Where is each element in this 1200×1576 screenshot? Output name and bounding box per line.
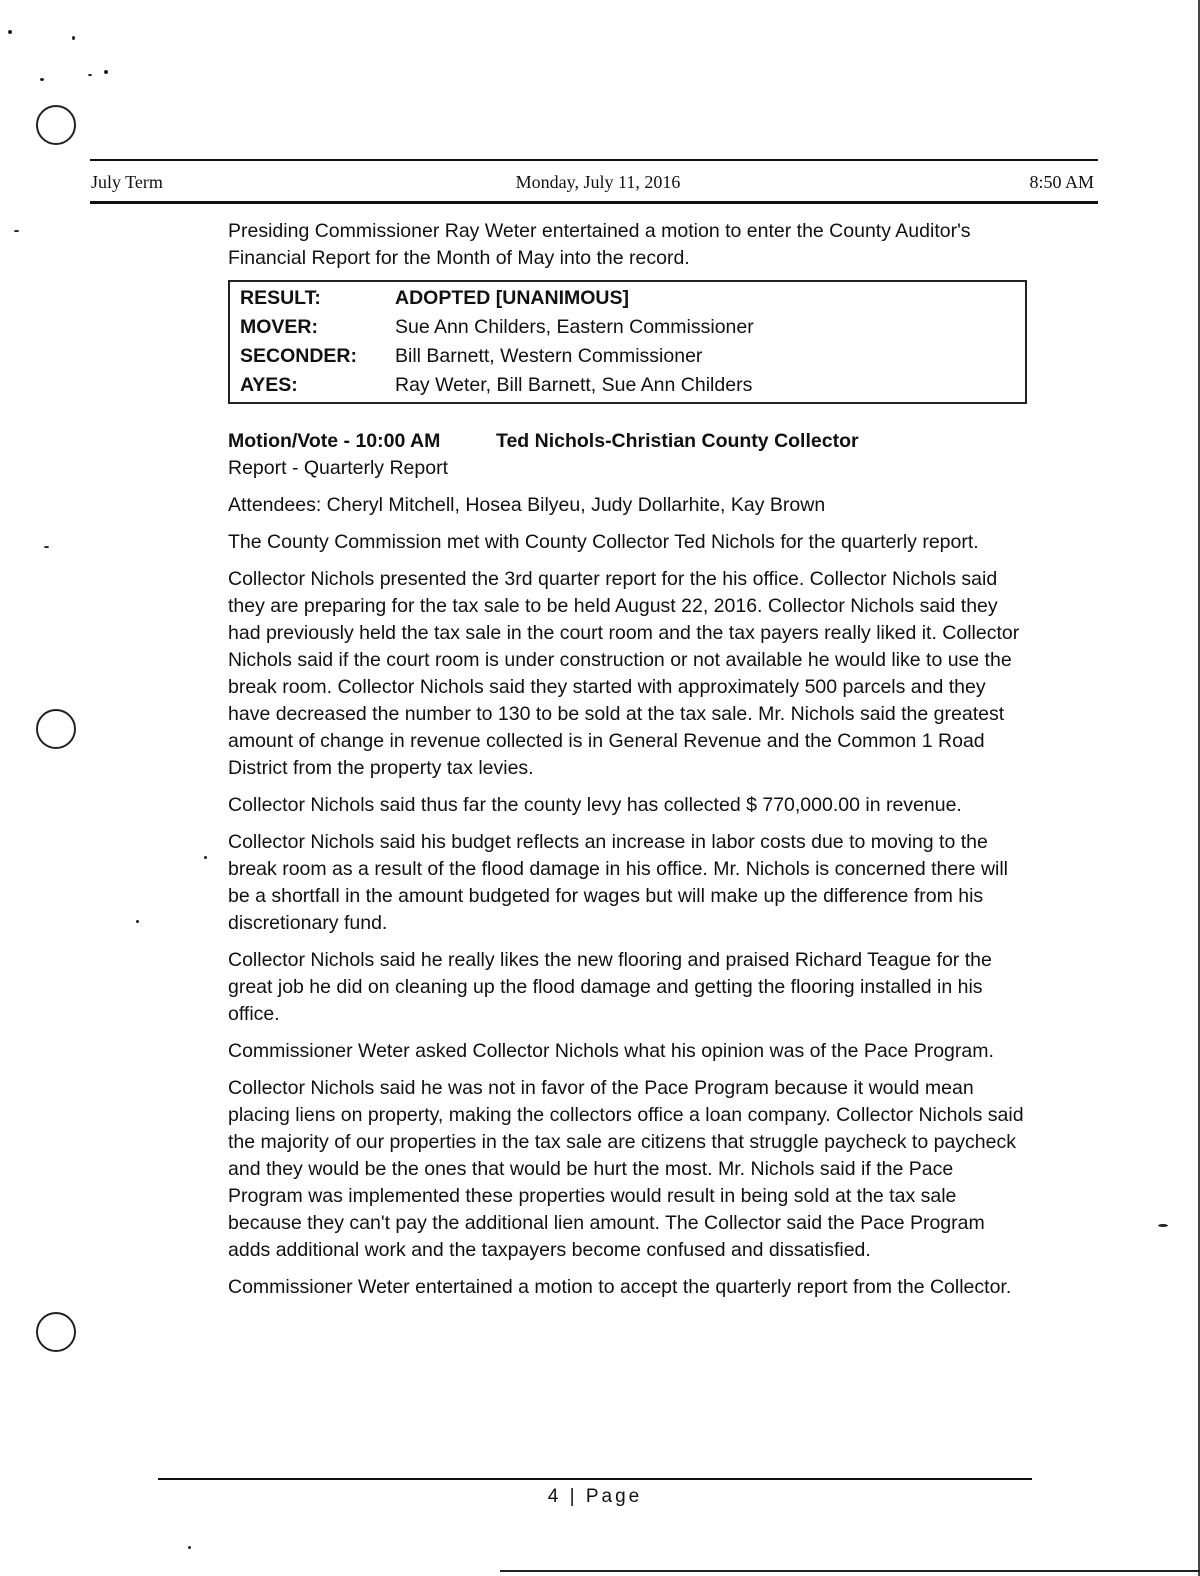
header-term: July Term	[91, 172, 163, 192]
vote-result-box	[228, 280, 1027, 404]
scan-speck	[104, 70, 108, 74]
paragraph: Collector Nichols presented the 3rd quarter report for the his office. Collector Nichols said they are preparing for the tax sale to be held August 22, 2016. Collector Nichols said they had previously held the tax sale in the court room and the tax payers really liked it. Collector Nichols said if the court room is under construction or not available he would like to use the break room. Collector Nichols said they started with approximately 500 parcels and they have decreased the number to 130 to be sold at the tax sale. Mr. Nichols said the greatest amount of change in revenue collected is in General Revenue and the Common 1 Road District from the property tax levies.	[228, 568, 1020, 779]
vote-value: Ray Weter, Bill Barnett, Sue Ann Childers	[395, 374, 753, 396]
vote-row-ayes	[240, 371, 1015, 400]
header-date: Monday, July 11, 2016	[515, 172, 681, 192]
vote-row-mover	[240, 313, 1015, 342]
scan-speck	[72, 36, 75, 40]
vote-value: Sue Ann Childers, Eastern Commissioner	[395, 316, 754, 338]
scan-speck	[40, 78, 44, 81]
vote-label: RESULT:	[240, 287, 321, 309]
punch-hole-middle	[36, 709, 76, 749]
vote-row-result	[240, 284, 1015, 313]
vote-value: Bill Barnett, Western Commissioner	[395, 345, 703, 367]
paragraph: The County Commission met with County Collector Ted Nichols for the quarterly report.	[228, 531, 979, 553]
scan-speck	[44, 546, 49, 548]
footer-rule	[158, 1478, 1032, 1480]
page-number: 4 | Page	[547, 1486, 643, 1507]
intro-paragraph: Presiding Commissioner Ray Weter entertained a motion to enter the County Auditor's Financial Report for the Month of May into the record.	[228, 220, 971, 269]
motion-report: Report - Quarterly Report	[228, 457, 448, 479]
scan-speck	[8, 30, 12, 34]
punch-hole-top	[36, 105, 76, 145]
scan-speck	[204, 856, 207, 859]
vote-label: MOVER:	[240, 316, 318, 338]
scan-speck	[188, 1546, 191, 1549]
vote-label: SECONDER:	[240, 345, 358, 367]
motion-title: Motion/Vote - 10:00 AM	[228, 430, 441, 452]
motion-subject: Ted Nichols-Christian County Collector	[496, 430, 859, 452]
paragraph: Collector Nichols said he really likes the new flooring and praised Richard Teague for the great job he did on cleaning up the flood damage and getting the flooring installed in his office.	[228, 949, 992, 1025]
paragraph: Collector Nichols said his budget reflects an increase in labor costs due to moving to the break room as a result of the flood damage in his office. Mr. Nichols is concerned there will be a shortfall in the amount budgeted for wages but will make up the difference from his discretionary fund.	[228, 831, 1009, 934]
header-time: 8:50 AM	[1029, 172, 1094, 192]
scan-speck	[88, 74, 92, 76]
header-bottom-rule	[90, 201, 1098, 204]
vote-value: ADOPTED [UNANIMOUS]	[395, 287, 629, 309]
paragraph: Collector Nichols said thus far the county levy has collected $ 770,000.00 in revenue.	[228, 794, 962, 816]
paragraph: Commissioner Weter entertained a motion to accept the quarterly report from the Collector.	[228, 1276, 1012, 1298]
motion-heading	[228, 428, 1028, 455]
scan-edge-bottom	[500, 1570, 1200, 1572]
motion-attendees: Attendees: Cheryl Mitchell, Hosea Bilyeu, Judy Dollarhite, Kay Brown	[228, 494, 826, 516]
paragraph: Commissioner Weter asked Collector Nichols what his opinion was of the Pace Program.	[228, 1040, 994, 1062]
paragraph: Collector Nichols said he was not in favor of the Pace Program because it would mean placing liens on property, making the collectors office a loan company. Collector Nichols said the majority of our properties in the tax sale are citizens that struggle paycheck to paycheck and they would be the ones that would be hurt the most. Mr. Nichols said if the Pace Program was implemented these properties would result in being sold at the tax sale because they can't pay the additional lien amount. The Collector said the Pace Program adds additional work and the taxpayers become confused and dissatisfied.	[228, 1077, 1024, 1261]
vote-row-seconder	[240, 342, 1015, 371]
vote-label: AYES:	[240, 374, 298, 396]
punch-hole-bottom	[36, 1312, 76, 1352]
scan-speck	[136, 920, 139, 923]
scan-speck	[1158, 1224, 1168, 1227]
header-top-rule	[90, 159, 1098, 161]
scan-speck	[14, 230, 19, 232]
minutes-body	[228, 218, 1028, 1311]
